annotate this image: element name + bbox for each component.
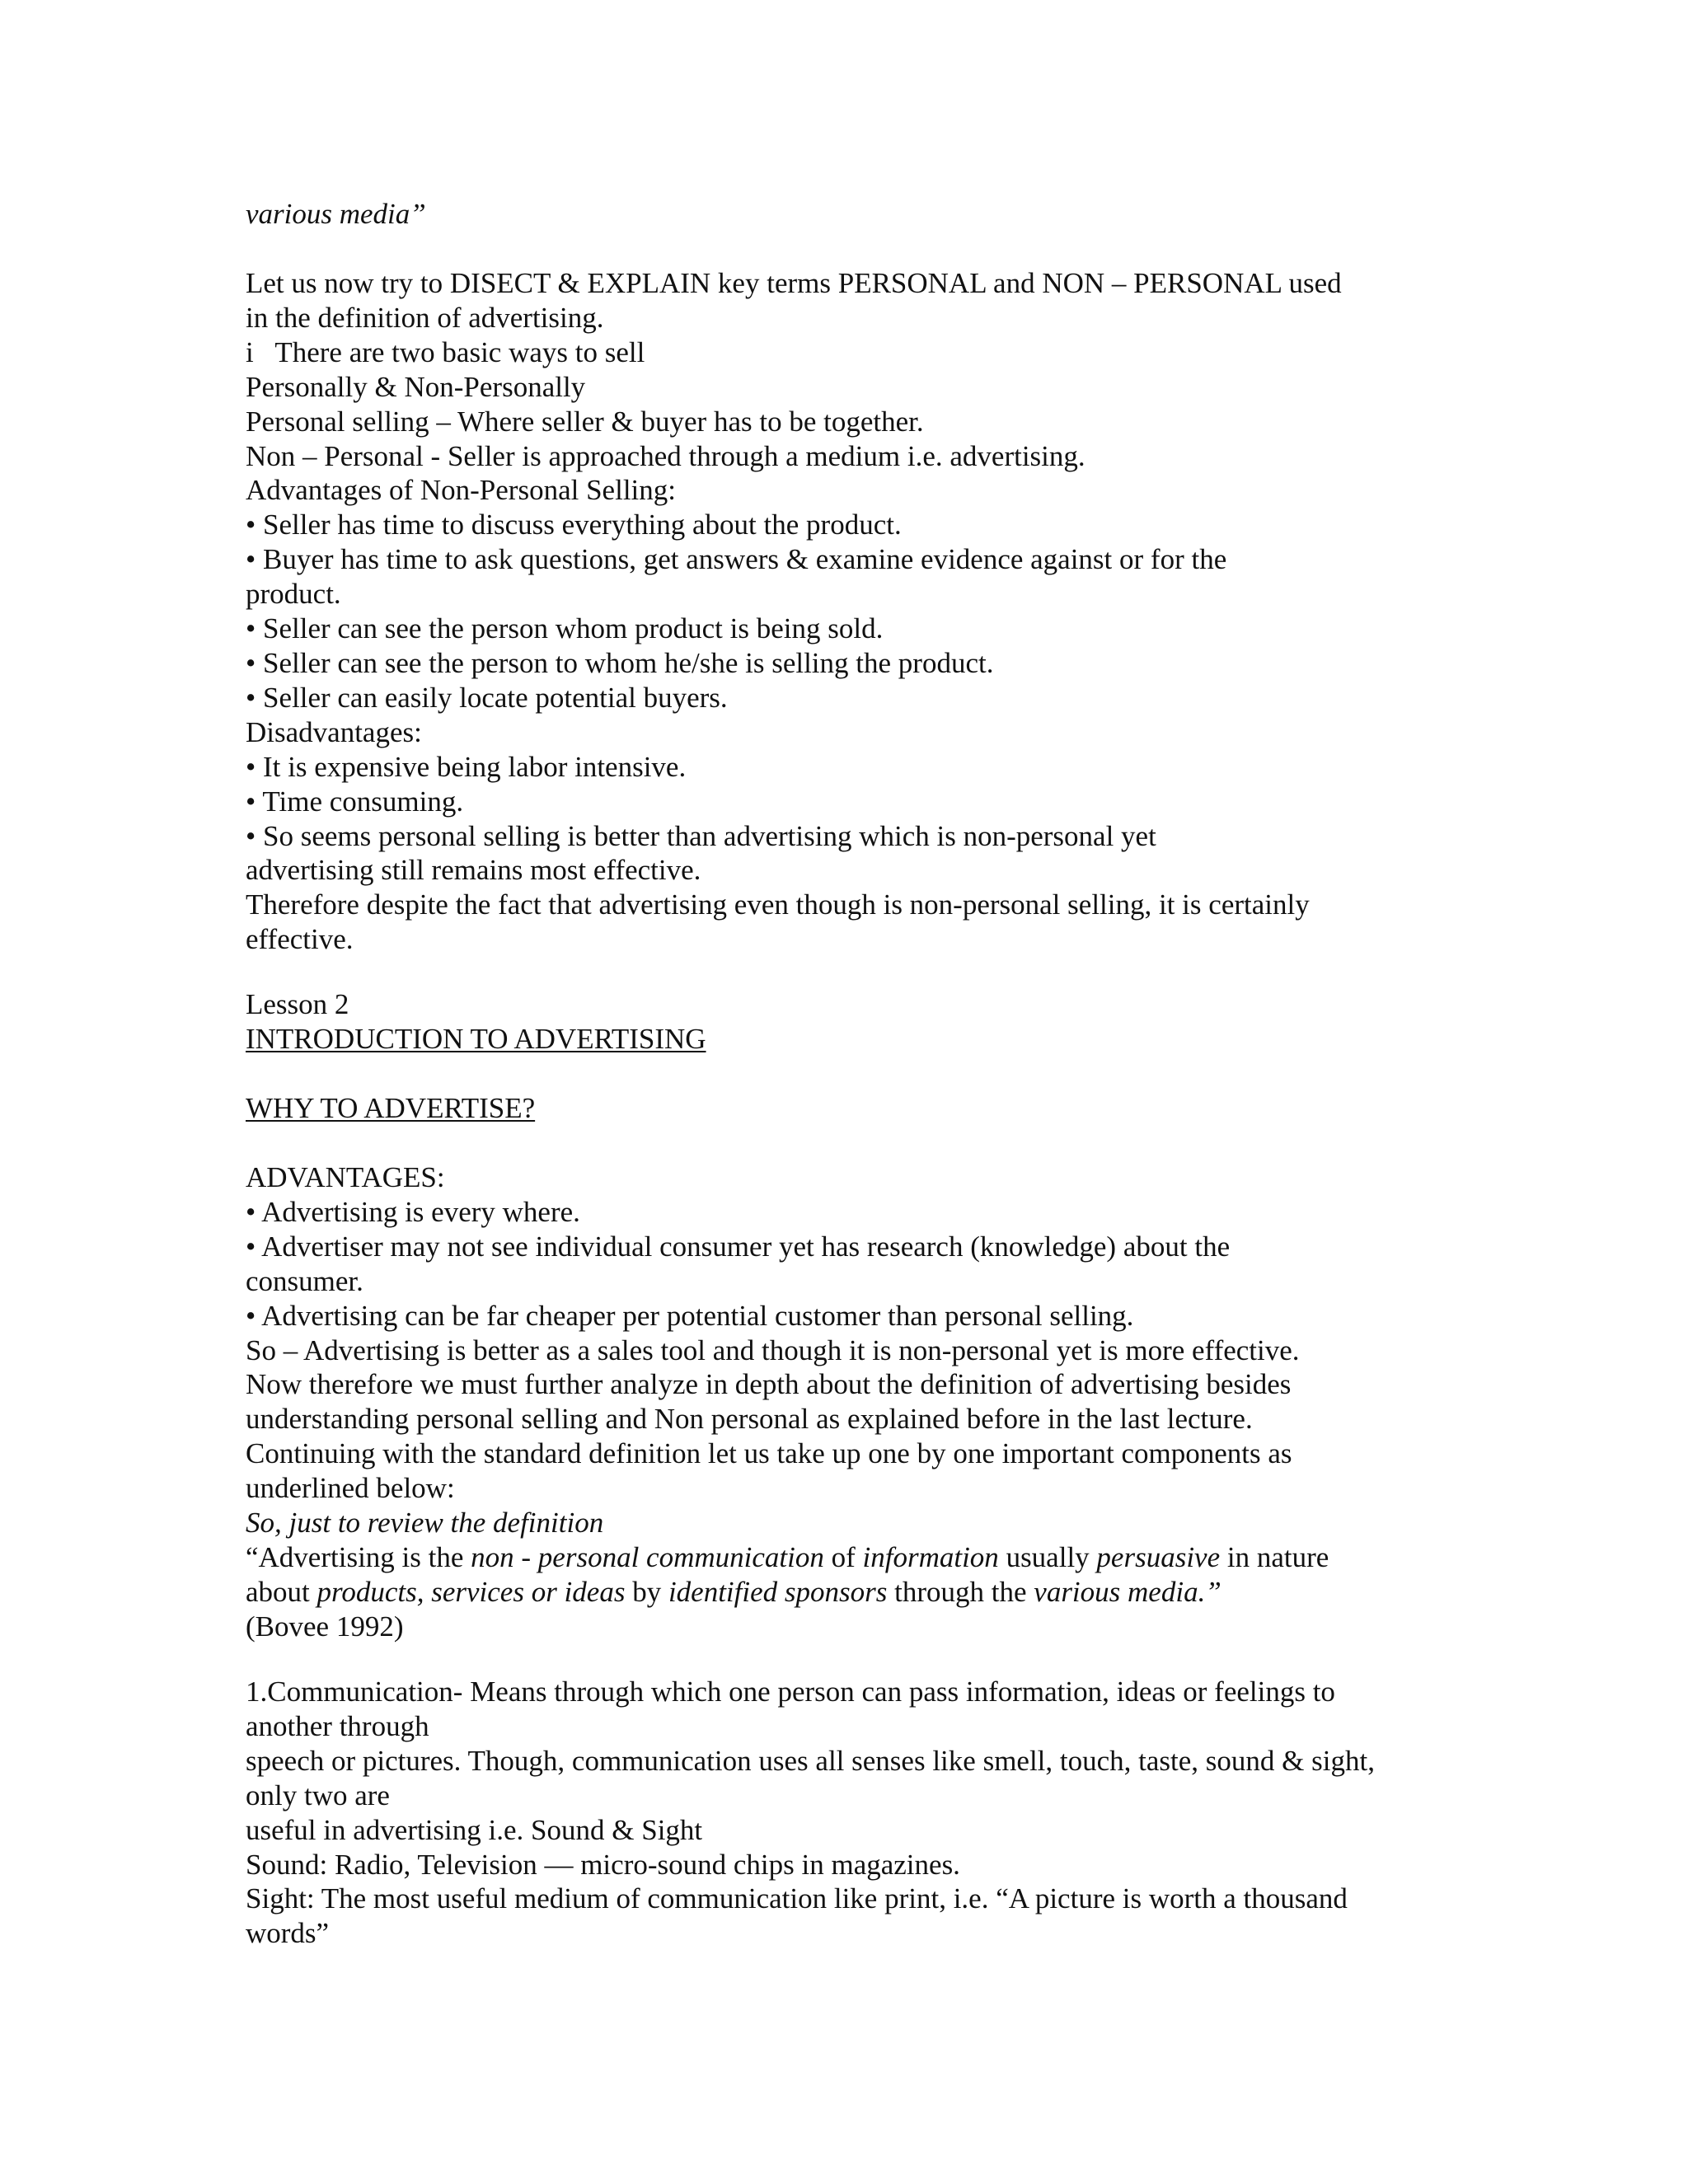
text-line: Personally & Non-Personally xyxy=(246,370,586,403)
text-line: product. xyxy=(246,578,341,611)
section-subtitle: WHY TO ADVERTISE? xyxy=(246,1092,536,1124)
text-line: i There are two basic ways to sell xyxy=(246,335,645,368)
text-line: ADVANTAGES: xyxy=(246,1161,445,1193)
lesson-title: INTRODUCTION TO ADVERTISING xyxy=(246,1022,706,1055)
text-line: various media” xyxy=(246,198,426,230)
text-line: Personal selling – Where seller & buyer has to be together. xyxy=(246,405,924,438)
bullet-item: • Seller has time to discuss everything about the product. xyxy=(246,509,902,541)
text-line: So – Advertising is better as a sales tool and though it is non-personal yet is more effective. xyxy=(246,1333,1300,1366)
top-fragment xyxy=(246,197,1457,232)
definition-line-1: “Advertising is the non - personal communication of information usually persuasive in nature xyxy=(246,1540,1329,1573)
text-line: useful in advertising i.e. Sound & Sight xyxy=(246,1813,703,1846)
bullet-item: • Advertising can be far cheaper per potential customer than personal selling. xyxy=(246,1299,1134,1332)
bullet-item: • Advertising is every where. xyxy=(246,1195,580,1228)
bullet-item: • Seller can easily locate potential buyers. xyxy=(246,681,728,714)
text-line: in the definition of advertising. xyxy=(246,301,604,334)
advantages-section xyxy=(246,1160,1457,1644)
lesson-number: Lesson 2 xyxy=(246,988,349,1020)
bullet-item: • It is expensive being labor intensive. xyxy=(246,750,687,783)
definition-line-2: about products, services or ideas by identified sponsors through the various media.” xyxy=(246,1575,1221,1608)
lesson-header xyxy=(246,987,1457,1057)
bullet-item: • Time consuming. xyxy=(246,785,464,818)
text-line: consumer. xyxy=(246,1264,363,1297)
review-heading: So, just to review the definition xyxy=(246,1507,604,1540)
citation: (Bovee 1992) xyxy=(246,1610,404,1643)
bullet-item: • So seems personal selling is better than advertising which is non-personal yet xyxy=(246,819,1156,852)
text-line: Non – Personal - Seller is approached through a medium i.e. advertising. xyxy=(246,439,1085,472)
text-line: understanding personal selling and Non personal as explained before in the last lecture. xyxy=(246,1403,1253,1436)
text-line: Therefore despite the fact that advertising even though is non-personal selling, it is certainly xyxy=(246,888,1310,921)
text-line: advertising still remains most effective. xyxy=(246,854,701,887)
text-line: Sound: Radio, Television — micro-sound chips in magazines. xyxy=(246,1848,960,1881)
text-line: words” xyxy=(246,1917,330,1950)
text-line: Continuing with the standard definition let us take up one by one important components as xyxy=(246,1437,1292,1470)
text-line: underlined below: xyxy=(246,1472,455,1505)
section-heading xyxy=(246,1091,1457,1126)
text-line: 1.Communication- Means through which one person can pass information, ideas or feelings to xyxy=(246,1675,1335,1708)
text-line: speech or pictures. Though, communication uses all senses like smell, touch, taste, sound & sight, xyxy=(246,1744,1375,1777)
text-line: Sight: The most useful medium of communication like print, i.e. “A picture is worth a thousand xyxy=(246,1882,1348,1915)
text-line: Now therefore we must further analyze in depth about the definition of advertising besides xyxy=(246,1368,1292,1401)
bullet-item: • Buyer has time to ask questions, get answers & examine evidence against or for the xyxy=(246,543,1227,576)
bullet-item: • Seller can see the person whom product is being sold. xyxy=(246,612,884,645)
text-line: another through xyxy=(246,1709,429,1742)
communication-section xyxy=(246,1675,1457,1951)
intro-paragraph xyxy=(246,266,1457,957)
bullet-item: • Advertiser may not see individual consumer yet has research (knowledge) about the xyxy=(246,1230,1231,1263)
text-line: effective. xyxy=(246,923,354,956)
text-line: Let us now try to DISECT & EXPLAIN key terms PERSONAL and NON – PERSONAL used xyxy=(246,267,1342,299)
text-line: only two are xyxy=(246,1779,390,1811)
bullet-item: • Seller can see the person to whom he/she is selling the product. xyxy=(246,646,994,679)
text-line: Disadvantages: xyxy=(246,715,422,748)
text-line: Advantages of Non-Personal Selling: xyxy=(246,474,676,507)
